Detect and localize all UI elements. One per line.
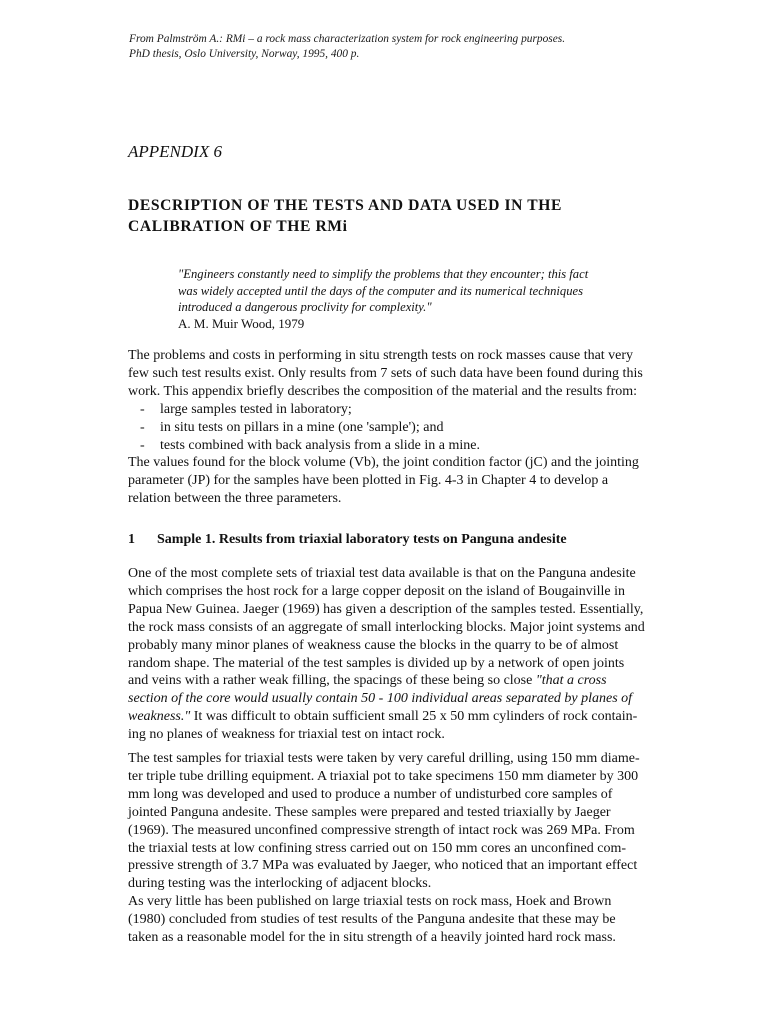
intro-line: work. This appendix briefly describes the composition of the material and the results from:: [128, 383, 638, 399]
title-line-1: DESCRIPTION OF THE TESTS AND DATA USED IN THE: [128, 197, 562, 214]
line-text: and veins with a rather weak filling, the spacings of these being so close: [128, 673, 536, 689]
paragraph-line: mm long was developed and used to produce a number of undisturbed core samples of: [128, 786, 613, 802]
quoted-text: section of the core would usually contain 50 - 100 individual areas separated by planes of: [128, 691, 633, 707]
paragraph-line: the triaxial tests at low confining stress carried out on 150 mm cores an unconfined com-: [128, 840, 627, 856]
quoted-text: "that a cross: [535, 673, 607, 689]
paragraph-1: [128, 565, 698, 744]
paragraph-line: The test samples for triaxial tests were taken by very careful drilling, using 150 mm diame-: [128, 751, 640, 766]
intro-line: The problems and costs in performing in situ strength tests on rock masses cause that very: [128, 348, 634, 363]
bullet-marker: -: [140, 419, 145, 435]
paragraph-line: ing no planes of weakness for triaxial test on intact rock.: [128, 727, 445, 743]
paragraph-line: (1980) concluded from studies of test results of the Panguna andesite that these may be: [128, 912, 616, 928]
appendix-label: APPENDIX 6: [128, 142, 222, 161]
quote-line-1: "Engineers constantly need to simplify the problems that they encounter; this fact: [178, 267, 589, 281]
intro-line: The values found for the block volume (Vb), the joint condition factor (jC) and the jointing: [128, 455, 639, 471]
section-number: 1: [128, 532, 135, 547]
intro-line: parameter (JP) for the samples have been plotted in Fig. 4-3 in Chapter 4 to develop a: [128, 473, 609, 489]
quote-line-2: was widely accepted until the days of the computer and its numerical techniques: [178, 283, 584, 298]
citation-line-1: From Palmström A.: RMi – a rock mass characterization system for rock engineering purposes.: [129, 33, 566, 45]
section-1-heading: [128, 531, 567, 549]
paragraph-line: (1969). The measured unconfined compressive strength of intact rock was 269 MPa. From: [128, 822, 635, 838]
line-text: It was difficult to obtain sufficient small 25 x 50 mm cylinders of rock contain-: [190, 709, 638, 725]
epigraph-quote: [178, 266, 658, 332]
list-item: [128, 437, 698, 455]
paragraph-line: Papua New Guinea. Jaeger (1969) has given a description of the samples tested. Essentially,: [128, 601, 644, 617]
list-item: [128, 401, 698, 419]
paragraph-line: pressive strength of 3.7 MPa was evaluated by Jaeger, who noticed that an important effect: [128, 858, 638, 874]
list-item-text: large samples tested in laboratory;: [160, 401, 352, 417]
quote-line-3: introduced a dangerous proclivity for complexity.": [178, 300, 432, 314]
bullet-marker: -: [140, 401, 145, 417]
source-citation-header: [129, 32, 689, 62]
intro-line: few such test results exist. Only results from 7 sets of such data have been found during this: [128, 365, 643, 381]
intro-paragraph: [128, 347, 698, 508]
title-line-2: CALIBRATION OF THE RMi: [128, 218, 348, 235]
list-item-text: in situ tests on pillars in a mine (one 'sample'); and: [160, 419, 444, 435]
quoted-text: weakness.": [128, 709, 191, 725]
section-title: Sample 1. Results from triaxial laboratory tests on Panguna andesite: [157, 532, 567, 547]
paragraph-line: probably many minor planes of weakness cause the blocks in the quarry to be of almost: [128, 637, 619, 653]
paragraph-2: [128, 750, 698, 947]
list-item-text: tests combined with back analysis from a slide in a mine.: [160, 437, 480, 453]
citation-line-2: PhD thesis, Oslo University, Norway, 1995, 400 p.: [129, 48, 360, 60]
paragraph-line: [128, 708, 698, 726]
paragraph-line: ter triple tube drilling equipment. A triaxial pot to take specimens 150 mm diameter by 300: [128, 768, 639, 784]
paragraph-line: As very little has been published on large triaxial tests on rock mass, Hoek and Brown: [128, 894, 612, 910]
list-item: [128, 419, 698, 437]
paragraph-line: taken as a reasonable model for the in situ strength of a heavily jointed hard rock mass.: [128, 930, 616, 946]
bullet-marker: -: [140, 437, 145, 453]
paragraph-line: jointed Panguna andesite. These samples were prepared and tested triaxially by Jaeger: [128, 804, 611, 820]
quote-author: A. M. Muir Wood, 1979: [178, 315, 305, 331]
paragraph-line: the rock mass consists of an aggregate of small interlocking blocks. Major joint systems and: [128, 619, 645, 635]
paragraph-line: random shape. The material of the test samples is divided up by a network of open joints: [128, 655, 625, 671]
paragraph-line: One of the most complete sets of triaxial test data available is that on the Panguna andesite: [128, 566, 636, 581]
paragraph-line: during testing was the interlocking of adjacent blocks.: [128, 876, 432, 892]
intro-line: relation between the three parameters.: [128, 491, 342, 507]
page-title: [128, 195, 668, 237]
paragraph-line: [128, 672, 698, 690]
paragraph-line: which comprises the host rock for a large copper deposit on the island of Bougainville in: [128, 583, 626, 599]
